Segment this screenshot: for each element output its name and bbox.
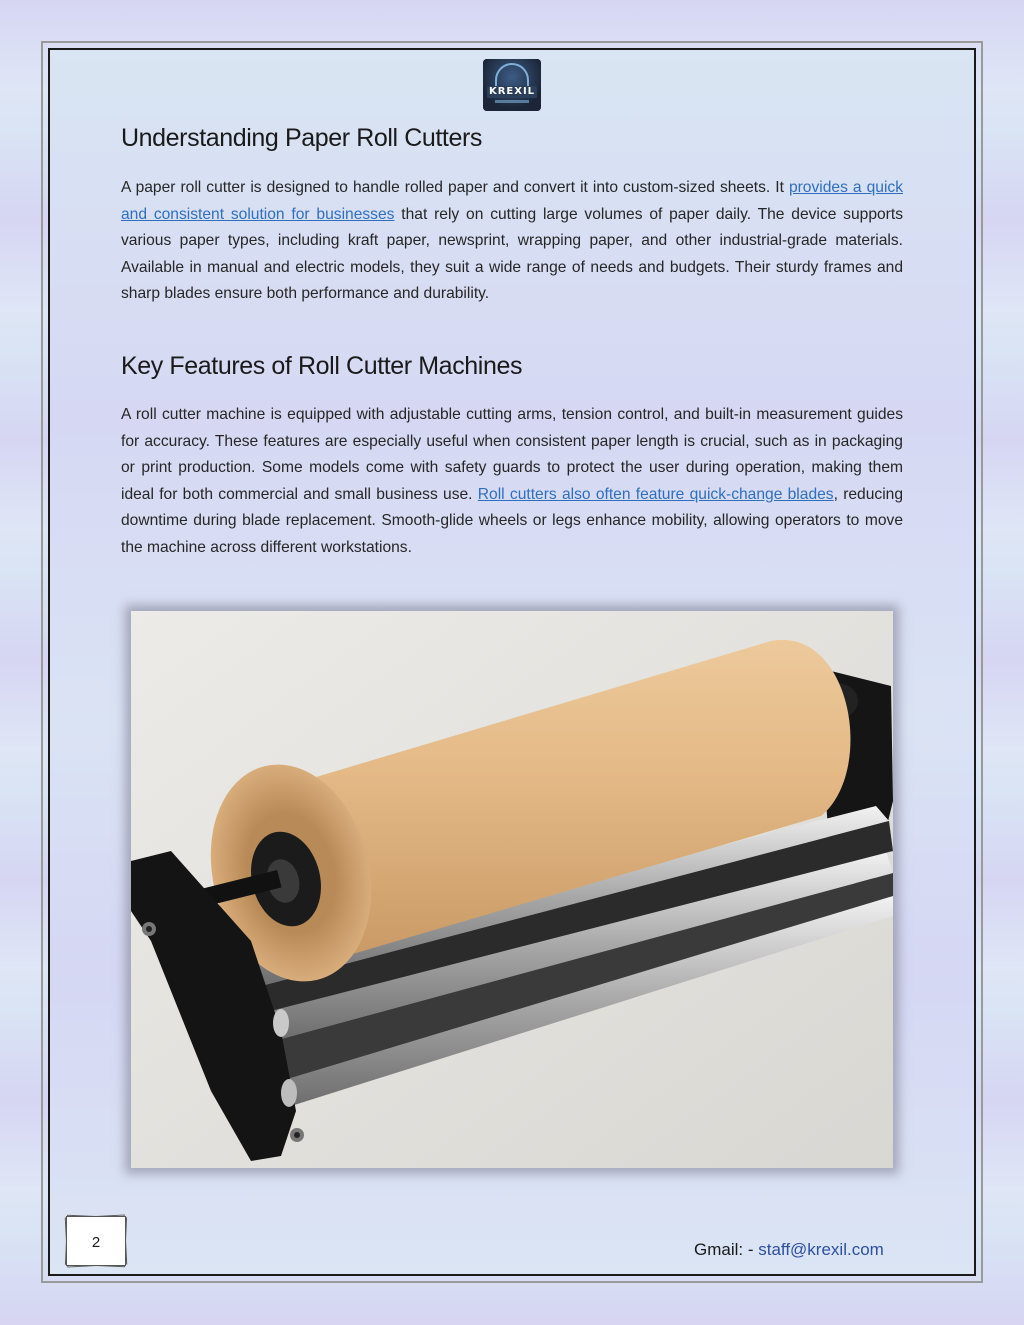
link-quick-change-blades[interactable]: Roll cutters also often feature quick-change blades — [477, 485, 834, 503]
roll-cutter-photo — [131, 611, 893, 1168]
section-heading-key-features: Key Features of Roll Cutter Machines — [121, 352, 523, 380]
page-number: 2 — [91, 1234, 101, 1251]
email-address[interactable]: staff@krexil.com — [758, 1240, 884, 1259]
footer-contact — [694, 1240, 884, 1260]
paragraph-text: , reducing downtime during blade replacement. Smooth-glide wheels or legs enhance mobility, allowing operators to move the machine across different workstations. — [121, 485, 904, 556]
logo-wordmark: KREXIL — [488, 86, 536, 97]
paragraph-text: A paper roll cutter is designed to handle rolled paper and convert it into custom-sized sheets. It — [121, 179, 789, 196]
section-heading-understanding: Understanding Paper Roll Cutters — [121, 124, 483, 152]
paragraph-text: that rely on cutting large volumes of paper daily. The device supports various paper types, including kraft paper, newsprint, wrapping paper, and other industrial-grade materials. Available in manual and electric models, they suit a wide range of needs and budgets. Their sturdy frames and sharp blades ensure both performance and durability. — [121, 205, 903, 302]
mail-label: Gmail: - — [694, 1240, 759, 1259]
paragraph-understanding — [121, 175, 903, 308]
page-number-badge — [66, 1216, 126, 1266]
krexil-logo — [483, 59, 541, 111]
paragraph-text: A roll cutter machine is equipped with adjustable cutting arms, tension control, and built-in measurement guides for accuracy. These features are especially useful when consistent paper length is crucial, such as in packaging or print production. Some models come with safety guards to protect the user during operation, making them ideal for both commercial and small business use. — [121, 406, 903, 503]
paragraph-key-features — [121, 402, 903, 561]
link-quick-consistent-solution[interactable]: provides a quick and consistent solution for businesses — [121, 179, 904, 223]
